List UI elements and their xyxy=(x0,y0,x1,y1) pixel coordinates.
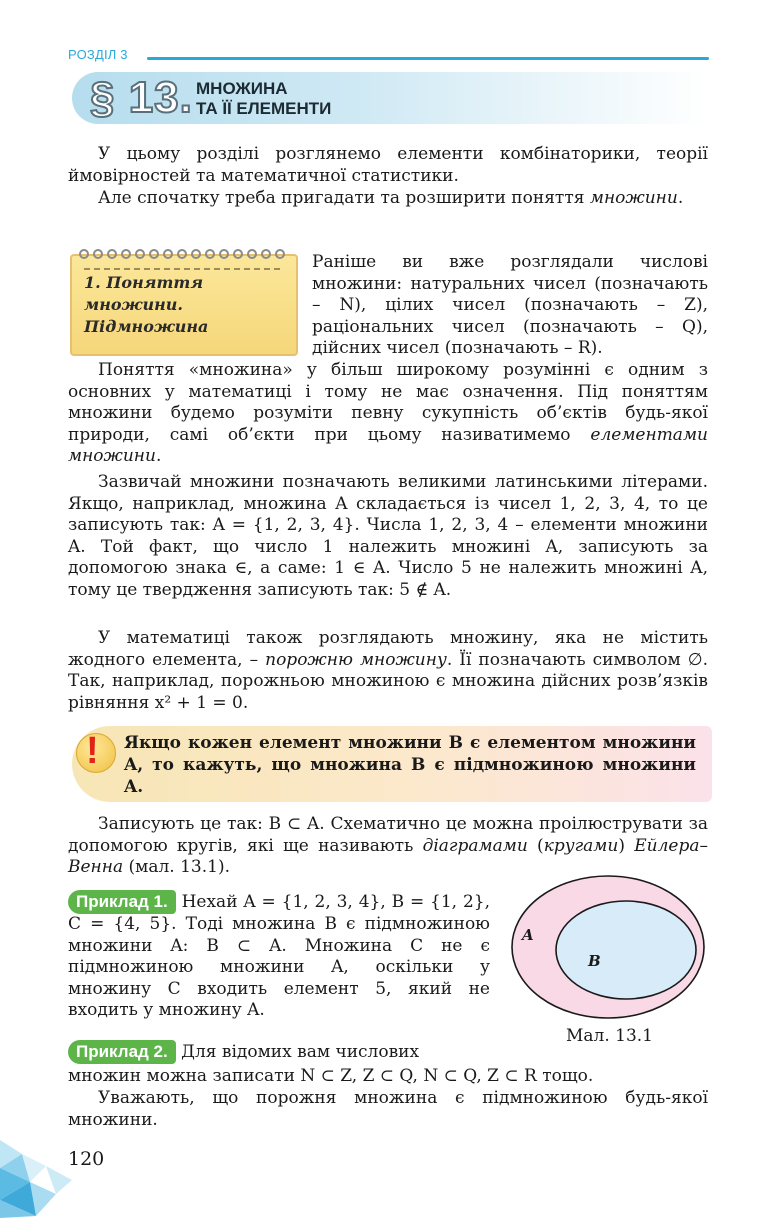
subsection-title: 1. Поняття множини. Підмножина xyxy=(84,273,209,336)
notation-paragraph xyxy=(68,472,708,602)
concept-emphasis: елементами множини xyxy=(68,424,708,467)
figure-caption: Мал. 13.1 xyxy=(566,1026,654,1046)
page-number: 120 xyxy=(68,1148,105,1170)
section-label: РОЗДІЛ 3 xyxy=(68,47,128,62)
intro-emphasis: множини xyxy=(589,188,678,208)
page-title-line2: ТА ЇЇ ЕЛЕМЕНТИ xyxy=(196,99,332,118)
example-1-text: Нехай A = {1, 2, 3, 4}, B = {1, 2}, C = {4, 5}. Тоді множина B є підмножиною множини A: B ⊂ A. Множина C не є підмножиною множини A, оскільки у множину C входить елемент 5, який не входить у множину A. xyxy=(68,892,490,1021)
intro-paragraph-1 xyxy=(68,144,708,187)
concept-paragraph xyxy=(68,360,708,468)
intro-text-2: Але спочатку треба пригадати та розширити поняття xyxy=(98,188,590,208)
intro-text-2-end: . xyxy=(677,188,684,208)
example-2-badge: Приклад 2. xyxy=(68,1040,176,1064)
subset-notation-em2: кругами xyxy=(543,835,619,856)
set-a-label: A xyxy=(522,926,534,944)
example-1-badge: Приклад 1. xyxy=(68,890,176,914)
notepad-rings-icon xyxy=(78,247,288,261)
paragraph-number: § 13. xyxy=(90,73,193,122)
subset-notation-text: Записують це так: B ⊂ A. Схематично це можна проілюструвати за допомогою кругів, які ще називають xyxy=(68,814,708,856)
notepad-divider xyxy=(84,268,280,270)
closing-paragraph xyxy=(68,1088,708,1131)
example-2-line1 xyxy=(68,1040,508,1064)
empty-set-text: У математиці також розглядають множину, яка не містить жодного елемента, – xyxy=(68,628,708,670)
empty-set-emphasis: порожню множину xyxy=(265,649,447,670)
venn-diagram xyxy=(510,874,706,1020)
subset-notation-em1: діаграмами xyxy=(422,835,528,856)
closing-text: Уважають, що порожня множина є підмножиною будь-якої множини. xyxy=(68,1088,708,1130)
empty-set-text-end: . Її позначають символом ∅. Так, наприклад, порожньою множиною є множина дійсних розв’язків рівняння x² + 1 = 0. xyxy=(68,649,708,713)
example-1-paragraph xyxy=(68,890,490,1022)
exclamation-icon: ! xyxy=(86,730,99,772)
concept-text-end: . xyxy=(155,446,162,467)
page-title-line1: МНОЖИНА xyxy=(196,79,288,98)
subset-notation-mid: ( xyxy=(527,835,544,856)
set-b-label: B xyxy=(588,952,601,970)
subset-notation-paragraph xyxy=(68,814,708,879)
example-2-text-2: множин можна записати N ⊂ Z, Z ⊂ Q, N ⊂ Q, Z ⊂ R тощо. xyxy=(68,1066,594,1086)
subset-notation-mid2: ) xyxy=(618,835,635,856)
definition-text: Якщо кожен елемент множини B є елементом множини A, то кажуть, що множина B є підмножиною множини A. xyxy=(124,733,696,797)
notation-text: Зазвичай множини позначають великими латинськими літерами. Якщо, наприклад, множина A складається із чисел 1, 2, 3, 4, то це записують так: A = {1, 2, 3, 4}. Числа 1, 2, 3, 4 – елементи множини A. Той факт, що число 1 належить множині A, записують за допомогою знака ∈, а саме: 1 ∈ A. Число 5 не належить множині A, тому це твердження записують так: 5 ∉ A. xyxy=(68,472,708,600)
concept-text: Поняття «множина» у більш широкому розумінні є одним з основних у математиці і тому не має означення. Під поняттям множини будемо розуміти певну сукупність об’єктів будь-якої природи, самі об’єкти при цьому називатимемо xyxy=(68,360,708,445)
subset-notation-em3: Ейлера–Венна xyxy=(68,835,708,878)
empty-set-paragraph xyxy=(68,628,708,714)
intro-paragraph-2 xyxy=(68,188,708,210)
intro-text-1: У цьому розділі розглянемо елементи комбінаторики, теорії ймовірностей та математичної статистики. xyxy=(68,144,708,186)
number-sets-paragraph xyxy=(312,252,708,360)
corner-triangles-decoration xyxy=(0,1120,90,1218)
section-rule xyxy=(147,57,709,60)
set-b-ellipse xyxy=(556,901,696,999)
example-2-line2 xyxy=(68,1066,708,1088)
subset-notation-end: (мал. 13.1). xyxy=(123,857,230,878)
example-2-text-1: Для відомих вам числових xyxy=(175,1042,420,1062)
number-sets-text: Раніше ви вже розглядали числові множини: натуральних чисел (позначають – N), цілих чисел (позначають – Z), раціональних чисел (позначають – Q), дійсних чисел (позначають – R). xyxy=(312,252,708,359)
